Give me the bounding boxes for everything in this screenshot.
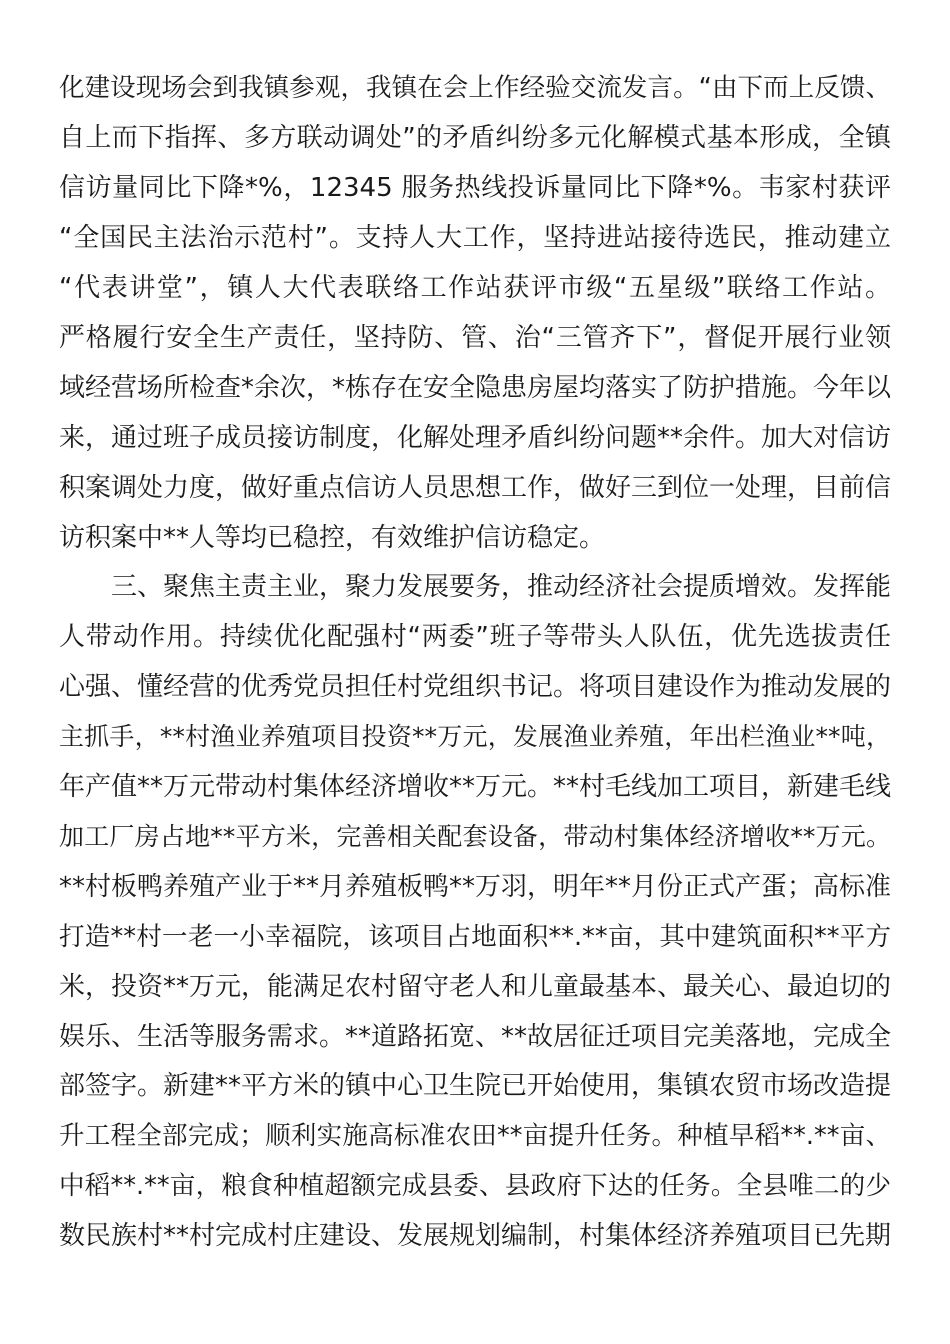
text-line: 严格履行安全生产责任，坚持防、管、治“三管齐下”，督促开展行业领 — [59, 323, 891, 353]
text-line: 主抓手，**村渔业养殖项目投资**万元，发展渔业养殖，年出栏渔业**吨， — [59, 722, 891, 751]
text-line: 域经营场所检查*余次，*栋存在安全隐患房屋均落实了防护措施。今年以 — [59, 373, 892, 403]
text-line: 部签字。新建**平方米的镇中心卫生院已开始使用，集镇农贸市场改造提 — [59, 1071, 892, 1101]
text-line: 打造**村一老一小幸福院，该项目占地面积**.**亩，其中建筑面积**平方 — [59, 922, 891, 952]
text-line: 娱乐、生活等服务需求。**道路拓宽、**故居征迁项目完美落地，完成全 — [59, 1022, 892, 1052]
text-line: 来，通过班子成员接访制度，化解处理矛盾纠纷问题**余件。加大对信访 — [59, 423, 892, 453]
text-line: 中稻**.**亩，粮食种植超额完成县委、县政府下达的任务。全县唯二的少 — [59, 1171, 891, 1201]
text-line: “代表讲堂”，镇人大代表联络工作站获评市级“五星级”联络工作站。 — [59, 273, 891, 303]
text-line: 心强、懂经营的优秀党员担任村党组织书记。将项目建设作为推动发展的 — [59, 672, 892, 702]
section-heading-line: 三、聚焦主责主业，聚力发展要务，推动经济社会提质增效。发挥能 — [111, 572, 892, 602]
text-line: 加工厂房占地**平方米，完善相关配套设备，带动村集体经济增收**万元。 — [59, 822, 891, 851]
text-line: 米，投资**万元，能满足农村留守老人和儿童最基本、最关心、最迫切的 — [59, 972, 892, 1002]
text-line: 自上而下指挥、多方联动调处”的矛盾纠纷多元化解模式基本形成，全镇 — [59, 123, 891, 153]
text-line: 年产值**万元带动村集体经济增收**万元。**村毛线加工项目，新建毛线 — [59, 772, 892, 802]
text-line: **村板鸭养殖产业于**月养殖板鸭**万羽，明年**月份正式产蛋；高标准 — [59, 872, 892, 902]
text-line: 数民族村**村完成村庄建设、发展规划编制，村集体经济养殖项目已先期 — [59, 1221, 892, 1251]
text-line: 化建设现场会到我镇参观，我镇在会上作经验交流发言。“由下而上反馈、 — [59, 73, 891, 103]
text-line: “全国民主法治示范村”。支持人大工作，坚持进站接待选民，推动建立 — [59, 223, 891, 253]
text-line: 升工程全部完成；顺利实施高标准农田**亩提升任务。种植早稻**.**亩、 — [59, 1121, 891, 1151]
text-line: 访积案中**人等均已稳控，有效维护信访稳定。 — [59, 523, 606, 553]
text-line: 积案调处力度，做好重点信访人员思想工作，做好三到位一处理，目前信 — [59, 473, 892, 503]
text-line: 信访量同比下降*%，12345 服务热线投诉量同比下降*%。韦家村获评 — [59, 173, 891, 203]
text-line: 人带动作用。持续优化配强村“两委”班子等带头人队伍，优先选拔责任 — [59, 622, 891, 652]
